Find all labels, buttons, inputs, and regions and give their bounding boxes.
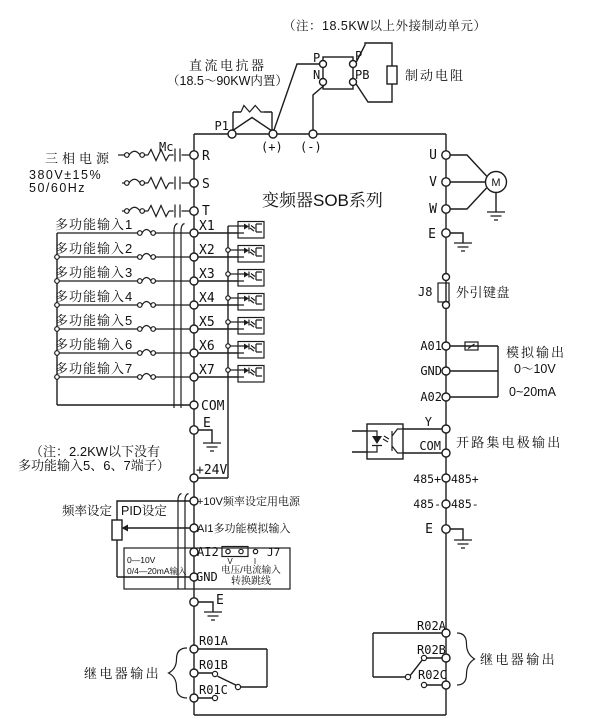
note-bottom-2: 多功能输入5、6、7端子） — [18, 458, 170, 473]
jumper-i-label: I — [253, 557, 257, 566]
terminal-t: T — [202, 204, 210, 219]
terminal-u: U — [429, 148, 437, 163]
dc-reactor-range: （18.5～90KW内置） — [167, 74, 288, 88]
terminal-485n-left: 485- — [413, 497, 441, 511]
jumper-j7-label: J7 — [267, 546, 281, 559]
terminal-p1: P1 — [214, 119, 229, 133]
terminal-x4: X4 — [199, 291, 215, 306]
terminal-a01: A01 — [420, 339, 442, 353]
terminal-x3: X3 — [199, 267, 215, 282]
terminal-e2: E — [216, 593, 224, 608]
terminal-r02a: R02A — [417, 619, 446, 633]
brake-resistor-label: 制动电阻 — [405, 68, 466, 83]
terminal-com: COM — [201, 399, 225, 414]
terminal-gnd-right: GND — [420, 364, 442, 378]
dc-reactor-name: 直流电抗器 — [189, 58, 267, 73]
terminal-x6: X6 — [199, 339, 215, 354]
brake-terminal-pb: PB — [355, 68, 370, 82]
inverter-title: 变频器SOB系列 — [262, 191, 383, 210]
terminal-e1: E — [203, 416, 211, 431]
label-range-i: 0/4—20mA输入 — [127, 566, 187, 576]
terminal-485p-right: 485+ — [451, 472, 479, 486]
relay2-label: 继电器输出 — [480, 652, 558, 667]
terminal-x7: X7 — [199, 363, 215, 378]
terminal-r01a: R01A — [199, 634, 228, 648]
jumper-v-label: V — [227, 557, 233, 566]
terminal-485n-right: 485- — [451, 497, 479, 511]
digital-input-label-7: 多功能输入7 — [55, 361, 134, 376]
jumper-j8-label: J8 — [418, 285, 433, 299]
label-freq-set: 频率设定 — [62, 504, 113, 518]
label-range-v: 0—10V — [127, 555, 156, 565]
terminal-minus: (-) — [300, 140, 322, 154]
terminal-v: V — [429, 175, 437, 190]
digital-input-label-5: 多功能输入5 — [55, 313, 134, 328]
terminal-e-right-top: E — [428, 227, 436, 242]
terminal-x1: X1 — [199, 219, 215, 234]
jumper-desc-1: 电压/电流输入 — [221, 565, 281, 576]
digital-input-label-4: 多功能输入4 — [55, 289, 134, 304]
terminal-plus: (+) — [261, 140, 283, 154]
terminal-r01c: R01C — [199, 683, 228, 697]
digital-input-label-1: 多功能输入1 — [55, 217, 134, 232]
relay1-label: 继电器输出 — [84, 666, 162, 681]
terminal-com-right: COM — [419, 439, 441, 453]
analog-output-range-i: 0~20mA — [509, 385, 556, 399]
terminal-r02b: R02B — [417, 643, 446, 657]
terminal-r01b: R01B — [199, 658, 228, 672]
power-freq-label: 50/60Hz — [29, 181, 87, 195]
power-source-label: 三相电源 — [45, 151, 114, 166]
terminal-s: S — [202, 177, 210, 192]
label-pid-set: PID设定 — [121, 504, 167, 518]
terminal-r02c: R02C — [418, 668, 447, 682]
terminal-485p-left: 485+ — [413, 472, 441, 486]
label-ai1: AI1多功能模拟输入 — [197, 523, 291, 535]
analog-output-range-v: 0～10V — [514, 362, 556, 376]
open-collector-label: 开路集电极输出 — [456, 435, 563, 450]
note-top: （注：18.5KW以上外接制动单元） — [283, 19, 487, 33]
digital-input-label-6: 多功能输入6 — [55, 337, 134, 352]
terminal-r: R — [202, 149, 210, 164]
terminal-ai2: AI2 — [197, 545, 219, 559]
jumper-desc-2: 转换跳线 — [231, 576, 271, 587]
terminal-y: Y — [424, 415, 432, 429]
motor-m-label: M — [491, 177, 501, 189]
terminal-x2: X2 — [199, 243, 215, 258]
digital-input-label-3: 多功能输入3 — [55, 265, 134, 280]
brake-terminal-n-left: N — [313, 68, 321, 82]
digital-input-label-2: 多功能输入2 — [55, 241, 134, 256]
analog-output-label: 模拟输出 — [506, 345, 567, 360]
terminal-24v: +24V — [196, 463, 228, 478]
terminal-w: W — [429, 202, 437, 217]
terminal-gnd-left: GND — [196, 570, 218, 584]
keypad-label: 外引键盘 — [456, 285, 511, 300]
contactor-mc: Mc — [159, 140, 174, 154]
power-voltage-label: 380V±15% — [29, 168, 103, 182]
note-bottom-1: （注：2.2KW以下没有 — [30, 444, 161, 459]
brake-terminal-p-left: P — [313, 51, 321, 65]
label-10v-supply: +10V频率设定用电源 — [197, 496, 300, 508]
terminal-a02: A02 — [420, 390, 442, 404]
brake-terminal-p-right: P — [355, 49, 363, 63]
terminal-x5: X5 — [199, 315, 215, 330]
terminal-e-right-mid: E — [425, 522, 433, 537]
